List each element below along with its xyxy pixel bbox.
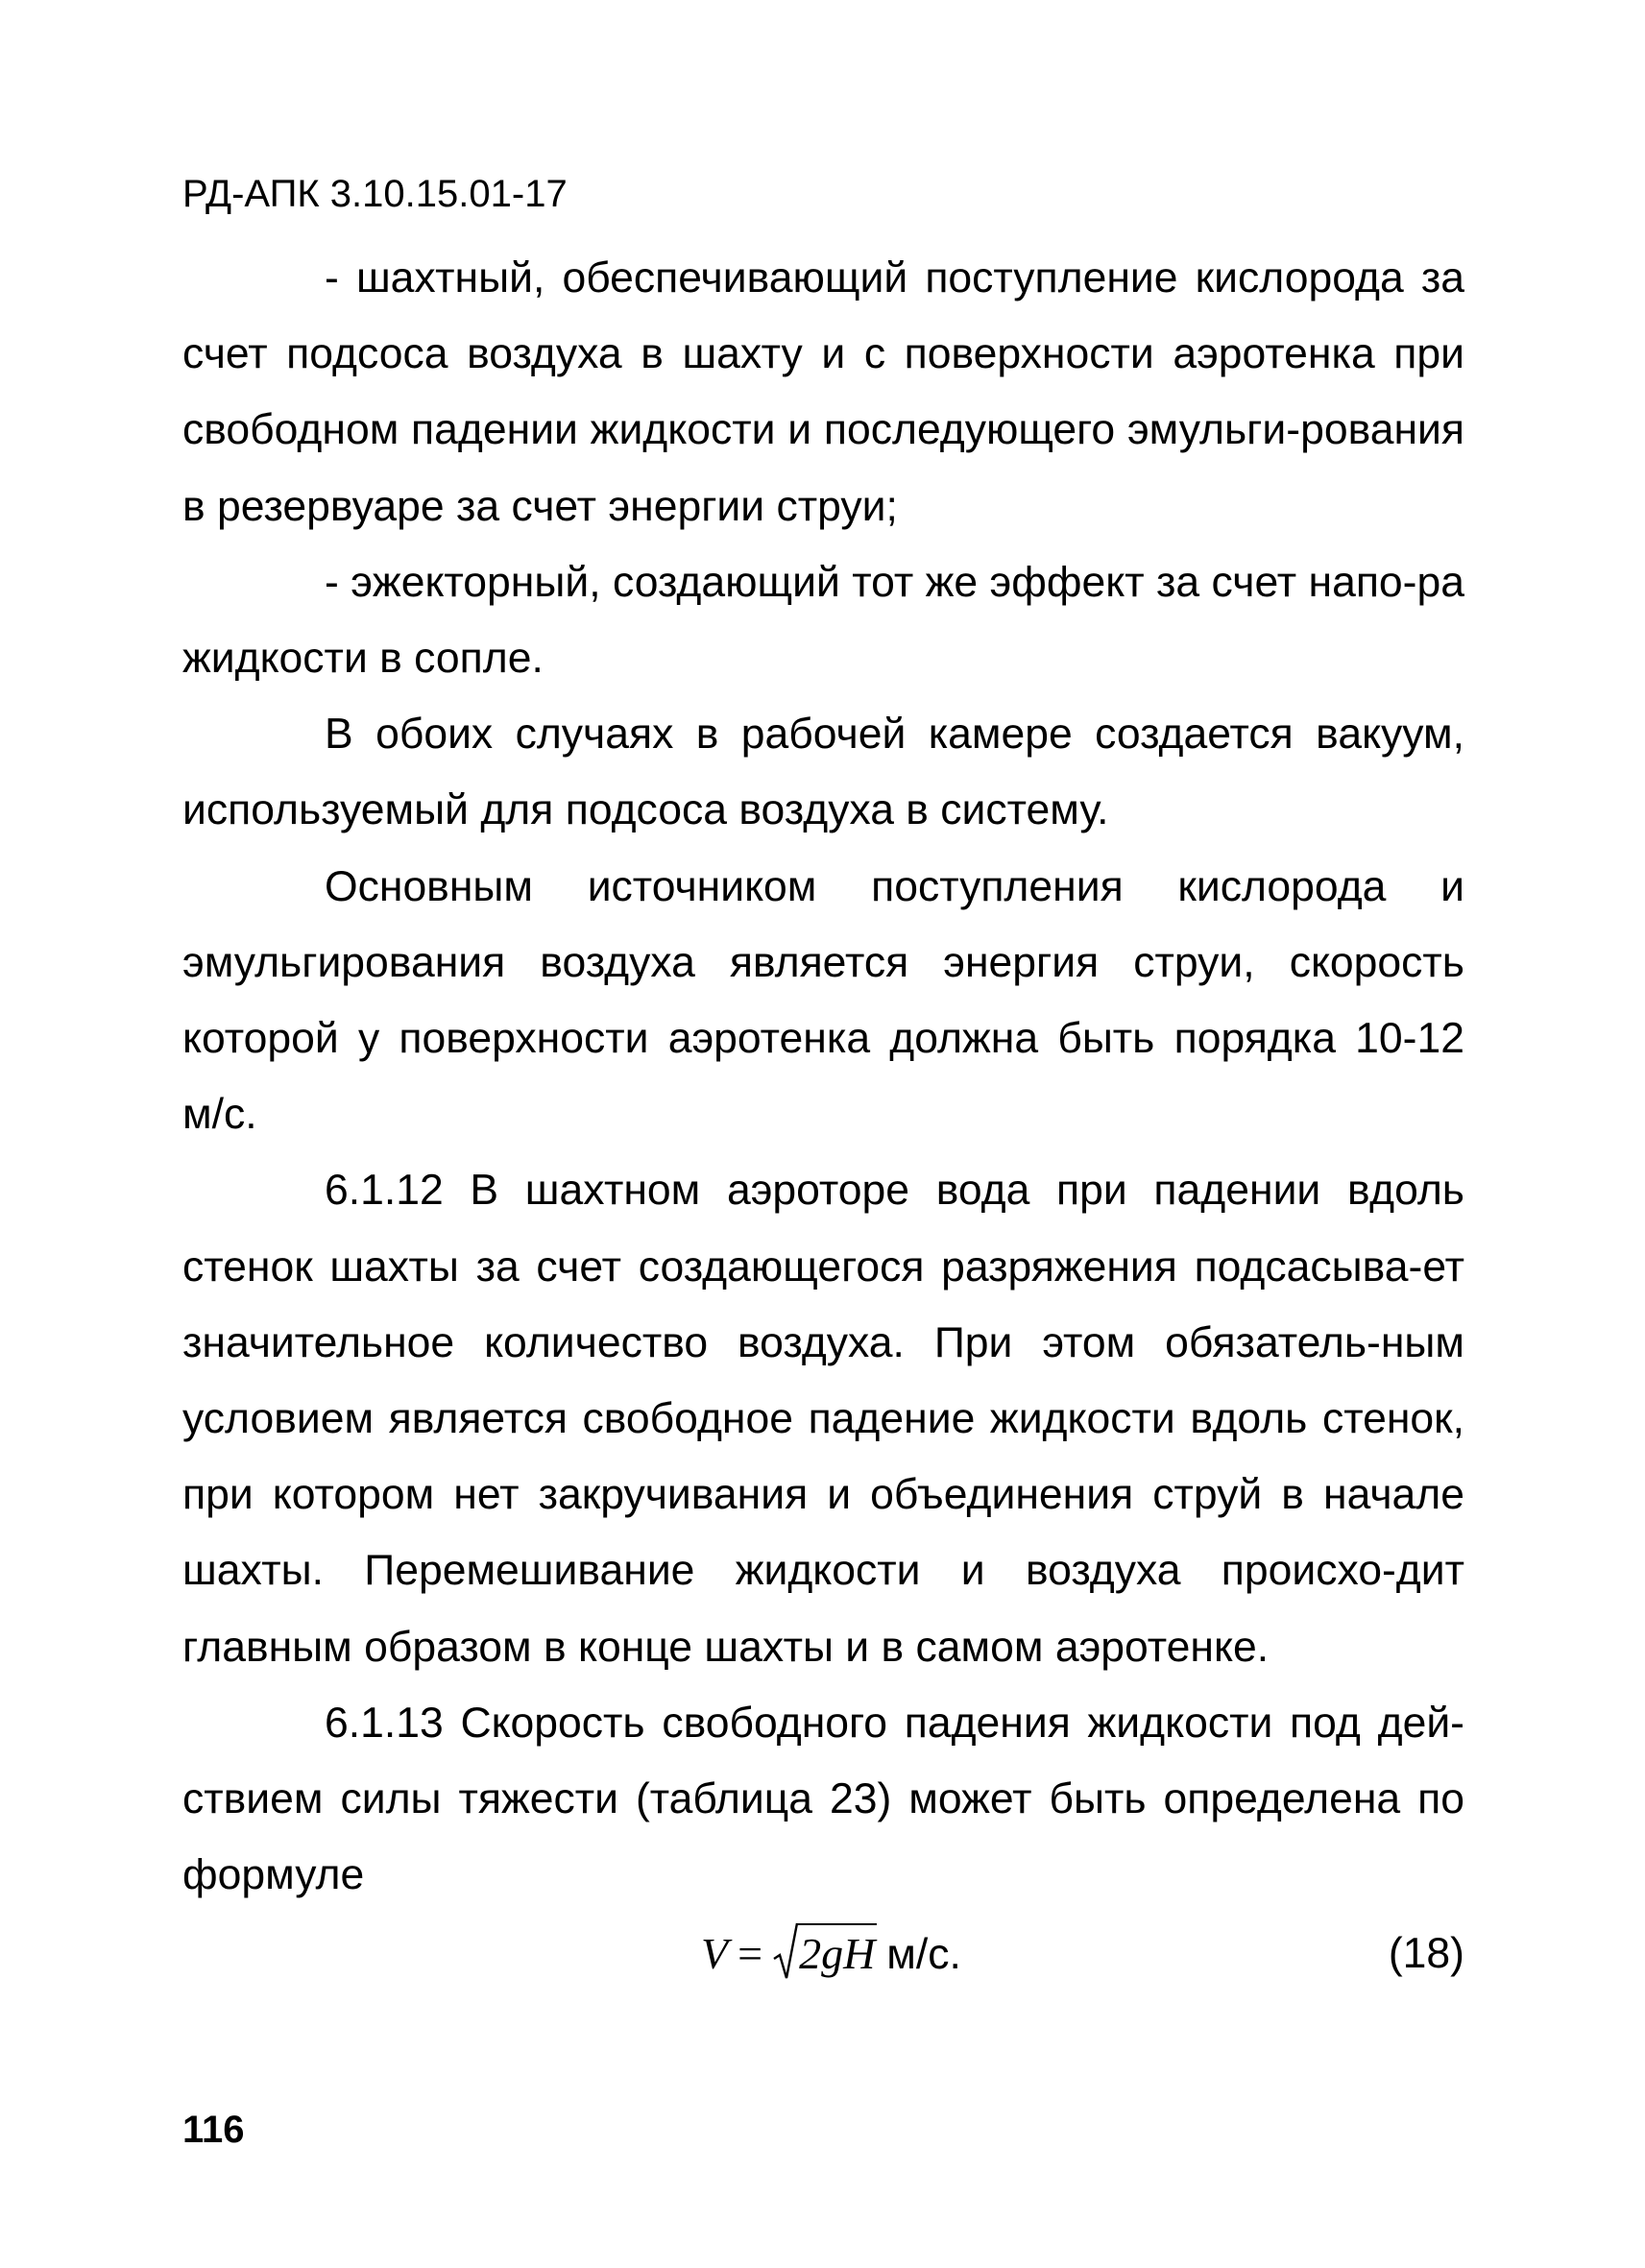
formula-equals: = [738, 1929, 763, 1978]
paragraph-6-1-12: 6.1.12 В шахтном аэроторе вода при падении вдоль стенок шахты за счет создающегося разряжения подсасыва-ет значительное количество воздуха. При этом обязатель-ным условием является свободное падение жидкости вдоль стенок, при котором нет закручивания и объединения струй в начале шахты. Перемешивание жидкости и воздуха происхо-дит главным образом в конце шахты и в самом аэротенке. [182, 1167, 1464, 1671]
paragraph-main-source: Основным источником поступления кислорода и эмульгирования воздуха является энергия струи, скорость которой у поверхности аэротенка должна быть порядка 10-12 м/с. [182, 862, 1464, 1139]
paragraph-ejector-type: - эжекторный, создающий тот же эффект за счет напо-ра жидкости в сопле. [182, 558, 1464, 683]
paragraph-vacuum: В обоих случаях в рабочей камере создается вакуум, используемый для подсоса воздуха в систему. [182, 711, 1464, 834]
formula-lhs: V [701, 1929, 729, 1978]
page-number: 116 [182, 2109, 245, 2151]
formula-radicand: 2gH [797, 1923, 877, 1983]
formula-line [182, 1916, 1464, 1992]
equation-number: (18) [1388, 1930, 1464, 1977]
square-root [772, 1917, 877, 1993]
radical-sign-icon [772, 1922, 799, 1982]
body-text [182, 240, 1464, 1913]
formula-unit: м/с. [886, 1931, 961, 1978]
document-code: РД-АПК 3.10.15.01-17 [182, 173, 568, 215]
formula-18 [701, 1916, 961, 1993]
paragraph-6-1-13: 6.1.13 Скорость свободного падения жидкости под дей-ствием силы тяжести (таблица 23) может быть определена по формуле [182, 1699, 1464, 1899]
paragraph-shaft-type: - шахтный, обеспечивающий поступление кислорода за счет подсоса воздуха в шахту и с поверхности аэротенка при свободном падении жидкости и последующего эмульги-рования в резервуаре за счет энергии струи; [182, 254, 1464, 530]
